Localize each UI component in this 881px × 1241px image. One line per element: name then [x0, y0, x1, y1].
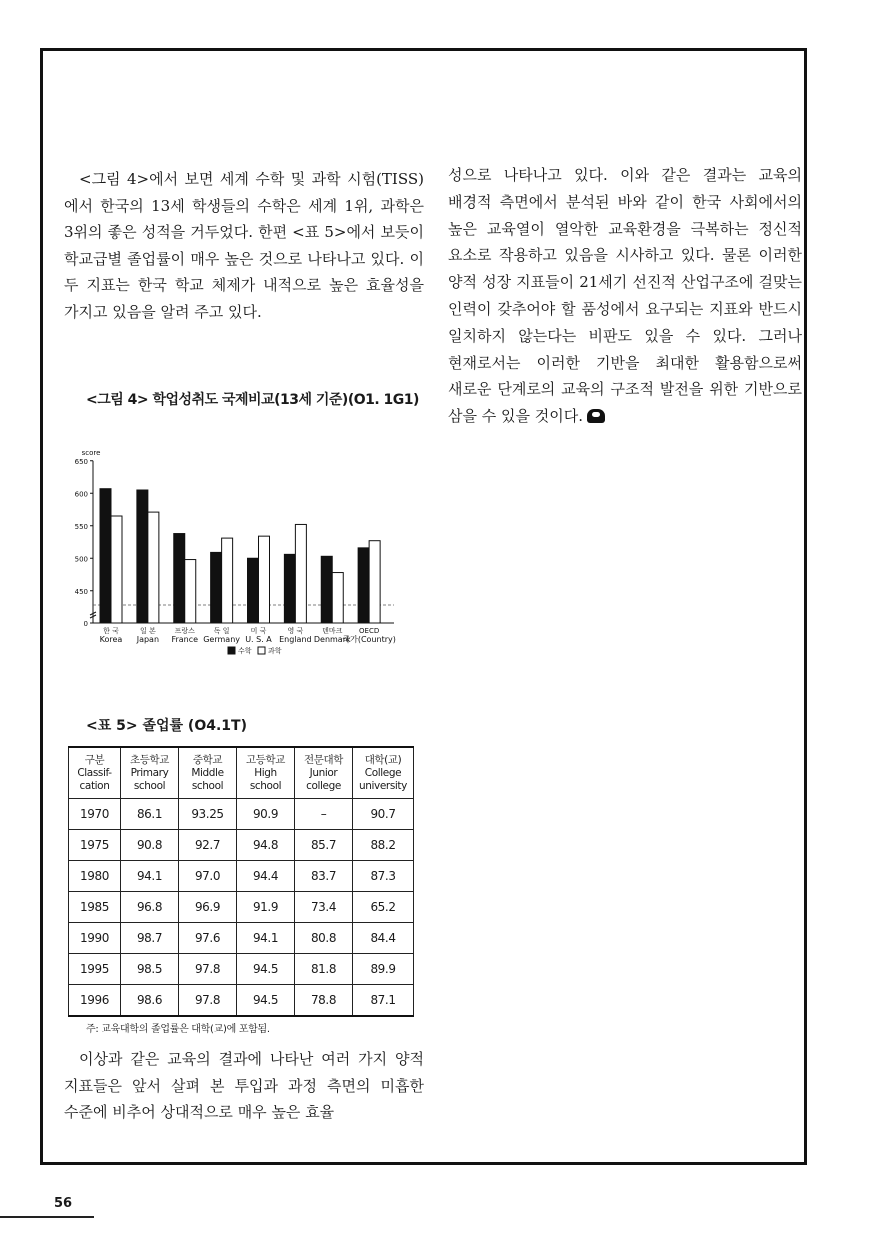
intro-right-paragraph	[448, 162, 802, 430]
header-line: 전문대학	[304, 753, 343, 766]
y-tick-label: 550	[74, 522, 88, 531]
graduation-table	[68, 746, 414, 1017]
rate-cell: 98.5	[121, 954, 179, 985]
table-row	[69, 923, 414, 954]
table-row	[69, 892, 414, 923]
header-line: High	[254, 766, 277, 779]
rate-cell: 91.9	[237, 892, 295, 923]
header-line: 대학(교)	[364, 753, 402, 766]
rate-cell: 78.8	[295, 985, 353, 1017]
header-line: 중학교	[192, 753, 223, 766]
x-tick-label-ko: 일 본	[140, 627, 156, 635]
bar-science	[111, 516, 122, 623]
y-tick-label: 450	[74, 587, 88, 596]
rate-cell: 94.5	[237, 954, 295, 985]
x-tick-label-ko: 미 국	[250, 627, 267, 635]
rate-cell: 65.2	[353, 892, 414, 923]
year-cell: 1970	[69, 799, 121, 830]
rate-cell: 98.7	[121, 923, 179, 954]
header-line: college	[306, 779, 341, 792]
table-header-cell	[237, 747, 295, 799]
header-line: school	[133, 779, 166, 792]
rate-cell: 80.8	[295, 923, 353, 954]
bar-math	[100, 489, 111, 623]
year-cell: 1995	[69, 954, 121, 985]
y-tick-label: 500	[74, 555, 88, 564]
bar-math	[358, 548, 369, 623]
bar-math	[321, 556, 332, 623]
x-tick-label-en: France	[171, 635, 199, 644]
chart-svg	[60, 445, 430, 685]
x-tick-label-en: Denmark	[313, 635, 351, 644]
legend-swatch	[228, 647, 235, 654]
x-tick-label-en: Japan	[136, 635, 160, 644]
x-tick-label-en: 국가(Country)	[342, 635, 396, 644]
table-row	[69, 830, 414, 861]
legend-swatch	[258, 647, 265, 654]
table-row	[69, 799, 414, 830]
header-line: university	[359, 779, 407, 792]
rate-cell: 94.4	[237, 861, 295, 892]
rate-cell: 94.5	[237, 985, 295, 1017]
x-tick-label-en: England	[279, 635, 312, 644]
y-tick-label: 600	[74, 490, 88, 499]
bar-science	[222, 538, 233, 623]
x-tick-label-en: Korea	[99, 635, 123, 644]
table-row	[69, 985, 414, 1017]
bar-math	[284, 554, 295, 623]
header-line: Primary	[130, 766, 169, 779]
page-number: 56	[54, 1196, 73, 1211]
rate-cell: 90.9	[237, 799, 295, 830]
table-header-cell	[295, 747, 353, 799]
achievement-chart	[60, 445, 430, 685]
rate-cell: 87.1	[353, 985, 414, 1017]
rate-cell: 84.4	[353, 923, 414, 954]
rate-cell: 97.6	[179, 923, 237, 954]
rate-cell: 97.0	[179, 861, 237, 892]
x-tick-label-en: U. S. A	[245, 635, 272, 644]
rate-cell: 86.1	[121, 799, 179, 830]
table-note: 주: 교육대학의 졸업률은 대학(교)에 포함됨.	[86, 1024, 270, 1035]
rate-cell: 93.25	[179, 799, 237, 830]
table-title: <표 5> 졸업률 (O4.1T)	[86, 718, 247, 734]
bar-math	[248, 558, 259, 623]
header-line: College	[364, 766, 402, 779]
bar-science	[185, 560, 196, 623]
rate-cell: 97.8	[179, 954, 237, 985]
table-header-cell	[121, 747, 179, 799]
table-row	[69, 861, 414, 892]
intro-right-text: 성으로 나타나고 있다. 이와 같은 결과는 교육의 배경적 측면에서 분석된 바와 같이 한국 사회에서의 높은 교육열이 열악한 교육환경을 극복하는 정신적 요소로 작용하고 있음을 시사하고 있다. 물론 이러한 양적 성장 지표들이 21세기 선진적 산업구조에 걸맞는 인력이 갖추어야 할 품성에서 요구되는 지표와 반드시 일치하지 않는다는 비판도 있을 수 있다. 그러나 현재로서는 이러한 기반을 최대한 활용함으로써 새로운 단계로의 교육의 구조적 발전을 위한 기반으로 삼을 수 있을 것이다.	[448, 166, 802, 426]
rate-cell: 96.8	[121, 892, 179, 923]
rate-cell: 94.1	[121, 861, 179, 892]
end-mark-icon	[587, 409, 605, 423]
rate-cell: 98.6	[121, 985, 179, 1017]
year-cell: 1996	[69, 985, 121, 1017]
table-header-row	[69, 747, 414, 799]
bar-science	[369, 541, 380, 623]
bar-science	[332, 573, 343, 623]
bar-science	[295, 524, 306, 623]
page-number-rule	[0, 1216, 94, 1218]
bar-math	[137, 490, 148, 623]
y-tick-label: 650	[74, 457, 88, 466]
header-line: cation	[79, 779, 110, 792]
year-cell: 1975	[69, 830, 121, 861]
table-header-cell	[179, 747, 237, 799]
y-tick-label: 0	[83, 620, 88, 628]
header-line: Classif-	[77, 766, 112, 779]
rate-cell: 73.4	[295, 892, 353, 923]
rate-cell: –	[295, 799, 353, 830]
x-tick-label-ko: OECD	[359, 627, 380, 635]
x-tick-label-ko: 한 국	[103, 627, 119, 635]
rate-cell: 96.9	[179, 892, 237, 923]
closing-paragraph: 이상과 같은 교육의 결과에 나타난 여러 가지 양적 지표들은 앞서 살펴 본 투입과 과정 측면의 미흡한 수준에 비추어 상대적으로 매우 높은 효율	[64, 1050, 424, 1121]
bar-math	[211, 552, 222, 623]
rate-cell: 90.7	[353, 799, 414, 830]
bar-science	[148, 512, 159, 623]
header-line: 구분	[84, 753, 105, 766]
rate-cell: 85.7	[295, 830, 353, 861]
table-row	[69, 954, 414, 985]
legend-label: 수학	[238, 647, 252, 655]
bar-math	[174, 534, 185, 623]
rate-cell: 94.1	[237, 923, 295, 954]
table-header-cell	[353, 747, 414, 799]
rate-cell: 90.8	[121, 830, 179, 861]
header-line: school	[191, 779, 224, 792]
year-cell: 1985	[69, 892, 121, 923]
x-tick-label-ko: 프랑스	[174, 627, 195, 635]
y-axis-label: score	[81, 448, 101, 457]
rate-cell: 83.7	[295, 861, 353, 892]
figure-title: <그림 4> 학업성취도 국제비교(13세 기준)(O1. 1G1)	[86, 392, 419, 408]
table-body	[69, 799, 414, 1017]
header-line: 고등학교	[246, 753, 285, 766]
rate-cell: 89.9	[353, 954, 414, 985]
rate-cell: 94.8	[237, 830, 295, 861]
header-line: Middle	[191, 766, 224, 779]
x-tick-label-ko: 독 일	[213, 627, 230, 635]
header-line: 초등학교	[130, 753, 169, 766]
x-tick-label-ko: 덴마크	[322, 627, 343, 635]
header-line: Junior	[309, 766, 338, 779]
legend-label: 과학	[268, 647, 282, 655]
year-cell: 1990	[69, 923, 121, 954]
bar-science	[259, 536, 270, 623]
rate-cell: 88.2	[353, 830, 414, 861]
table-header-cell	[69, 747, 121, 799]
rate-cell: 92.7	[179, 830, 237, 861]
rate-cell: 97.8	[179, 985, 237, 1017]
rate-cell: 81.8	[295, 954, 353, 985]
intro-left-paragraph: <그림 4>에서 보면 세계 수학 및 과학 시험(TISS)에서 한국의 13세 학생들의 수학은 세계 1위, 과학은 3위의 좋은 성적을 거두었다. 한편 <표 5>에서 보듯이 학교급별 졸업률이 매우 높은 것으로 나타나고 있다. 이 두 지표는 한국 학교 체제가 내적으로 높은 효율성을 가지고 있음을 알려 주고 있다.	[64, 170, 424, 321]
year-cell: 1980	[69, 861, 121, 892]
x-tick-label-ko: 영 국	[287, 627, 304, 635]
header-line: school	[249, 779, 282, 792]
x-tick-label-en: Germany	[203, 635, 241, 644]
rate-cell: 87.3	[353, 861, 414, 892]
